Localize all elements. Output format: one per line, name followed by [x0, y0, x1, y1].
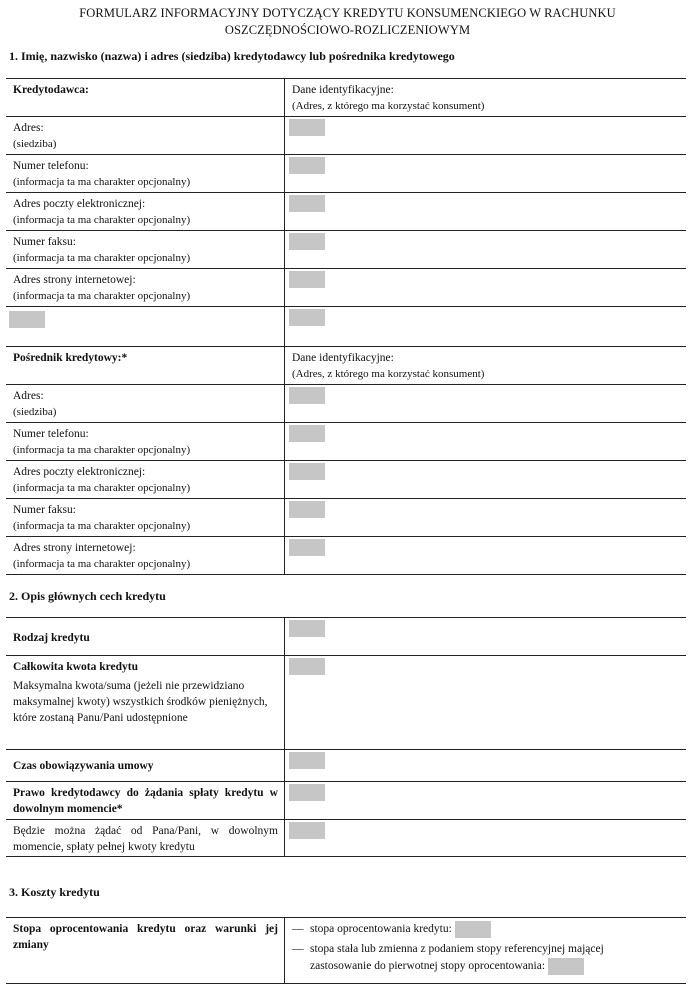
lender-phone-row	[6, 154, 686, 192]
broker-website-row	[6, 536, 686, 575]
rate-item-2-line1: stopa stała lub zmienna z podaniem stopy referencyjnej mającej	[310, 943, 604, 956]
lender-website-field[interactable]	[289, 271, 325, 288]
total-amount-field[interactable]	[289, 658, 325, 675]
broker-website-field[interactable]	[289, 539, 325, 556]
broker-email-field[interactable]	[289, 463, 325, 480]
reference-rate-field[interactable]	[548, 958, 584, 975]
section1-heading: 1. Imię, nazwisko (nazwa) i adres (siedziba) kredytodawcy lub pośrednika kredytowego	[9, 49, 455, 63]
broker-title: Pośrednik kredytowy:*	[13, 352, 128, 364]
lender-address-row	[6, 116, 686, 154]
broker-id-cell	[284, 347, 686, 384]
lender-email-label: Adres poczty elektronicznej:	[13, 198, 146, 210]
broker-phone-label: Numer telefonu:	[13, 428, 89, 440]
lender-email-sub: (informacja ta ma charakter opcjonalny)	[13, 214, 191, 226]
section3-heading: 3. Koszty kredytu	[9, 885, 100, 899]
lender-id-cell	[284, 79, 686, 116]
lender-header-row	[6, 78, 686, 116]
broker-email-sub: (informacja ta ma charakter opcjonalny)	[13, 482, 191, 494]
interest-rate-row	[6, 917, 686, 984]
total-amount-desc: Maksymalna kwota/suma (jeżeli nie przewidziano maksymalnej kwoty) wszystkich środków pieniężnych, które zostaną Panu/Pani udostępnione	[13, 680, 268, 724]
form-title-line1: FORMULARZ INFORMACYJNY DOTYCZĄCY KREDYTU KONSUMENCKIEGO W RACHUNKU	[79, 6, 616, 20]
lender-id-sub: (Adres, z którego ma korzystać konsument)	[292, 100, 485, 112]
lender-phone-sub: (informacja ta ma charakter opcjonalny)	[13, 176, 191, 188]
lender-id-label: Dane identyfikacyjne:	[292, 84, 394, 96]
repayment-desc-label: Będzie można żądać od Pana/Pani, w dowolnym momencie, spłaty pełnej kwoty kredytu	[13, 825, 278, 853]
broker-fax-field[interactable]	[289, 501, 325, 518]
interest-rate-field[interactable]	[455, 921, 491, 938]
duration-row	[6, 749, 686, 781]
lender-phone-field[interactable]	[289, 157, 325, 174]
repayment-desc-row	[6, 819, 686, 857]
lender-fax-field[interactable]	[289, 233, 325, 250]
lender-website-sub: (informacja ta ma charakter opcjonalny)	[13, 290, 191, 302]
repayment-desc-field[interactable]	[289, 822, 325, 839]
lender-fax-sub: (informacja ta ma charakter opcjonalny)	[13, 252, 191, 264]
lender-email-field[interactable]	[289, 195, 325, 212]
duration-label: Czas obowiązywania umowy	[13, 760, 154, 772]
broker-phone-row	[6, 422, 686, 460]
lender-fax-label: Numer faksu:	[13, 236, 76, 248]
broker-address-sub: (siedziba)	[13, 406, 57, 418]
total-amount-row	[6, 655, 686, 749]
interest-rate-title: Stopa oprocentowania kredytu oraz warunki jej zmiany	[13, 923, 278, 951]
credit-type-row	[6, 617, 686, 655]
broker-address-field[interactable]	[289, 387, 325, 404]
lender-address-field[interactable]	[289, 119, 325, 136]
repayment-right-label: Prawo kredytodawcy do żądania spłaty kredytu w dowolnym momencie*	[13, 787, 278, 815]
form-title-line2: OSZCZĘDNOŚCIOWO-ROZLICZENIOWYM	[224, 23, 471, 37]
rate-item-1	[292, 921, 680, 938]
broker-fax-label: Numer faksu:	[13, 504, 76, 516]
lender-extra-value-field[interactable]	[289, 309, 325, 326]
broker-email-row	[6, 460, 686, 498]
broker-id-label: Dane identyfikacyjne:	[292, 352, 394, 364]
lender-title: Kredytodawca:	[13, 84, 89, 96]
repayment-right-field[interactable]	[289, 784, 325, 801]
lender-website-row	[6, 268, 686, 306]
broker-id-sub: (Adres, z którego ma korzystać konsument)	[292, 368, 485, 380]
lender-email-row	[6, 192, 686, 230]
lender-fax-row	[6, 230, 686, 268]
rate-item-2	[292, 941, 680, 975]
repayment-right-row	[6, 781, 686, 819]
broker-fax-row	[6, 498, 686, 536]
rate-item-2-line2: zastosowanie do pierwotnej stopy oprocentowania:	[310, 960, 546, 973]
broker-address-row	[6, 384, 686, 422]
broker-header-row	[6, 346, 686, 384]
rate-item-1-label: stopa oprocentowania kredytu:	[310, 923, 452, 936]
lender-address-sub: (siedziba)	[13, 138, 57, 150]
broker-phone-sub: (informacja ta ma charakter opcjonalny)	[13, 444, 191, 456]
credit-type-label: Rodzaj kredytu	[13, 632, 90, 644]
lender-phone-label: Numer telefonu:	[13, 160, 89, 172]
lender-address-label: Adres:	[13, 122, 44, 134]
broker-address-label: Adres:	[13, 390, 44, 402]
rate-item-1-dash: —	[292, 923, 304, 936]
lender-extra-label-field[interactable]	[9, 311, 45, 328]
broker-phone-field[interactable]	[289, 425, 325, 442]
broker-fax-sub: (informacja ta ma charakter opcjonalny)	[13, 520, 191, 532]
broker-website-sub: (informacja ta ma charakter opcjonalny)	[13, 558, 191, 570]
broker-email-label: Adres poczty elektronicznej:	[13, 466, 146, 478]
lender-website-label: Adres strony internetowej:	[13, 274, 136, 286]
duration-field[interactable]	[289, 752, 325, 769]
broker-website-label: Adres strony internetowej:	[13, 542, 136, 554]
lender-extra-row	[6, 306, 686, 346]
total-amount-title: Całkowita kwota kredytu	[13, 661, 139, 673]
section2-heading: 2. Opis głównych cech kredytu	[9, 589, 166, 603]
credit-type-field[interactable]	[289, 620, 325, 637]
rate-item-2-dash: —	[292, 943, 304, 956]
